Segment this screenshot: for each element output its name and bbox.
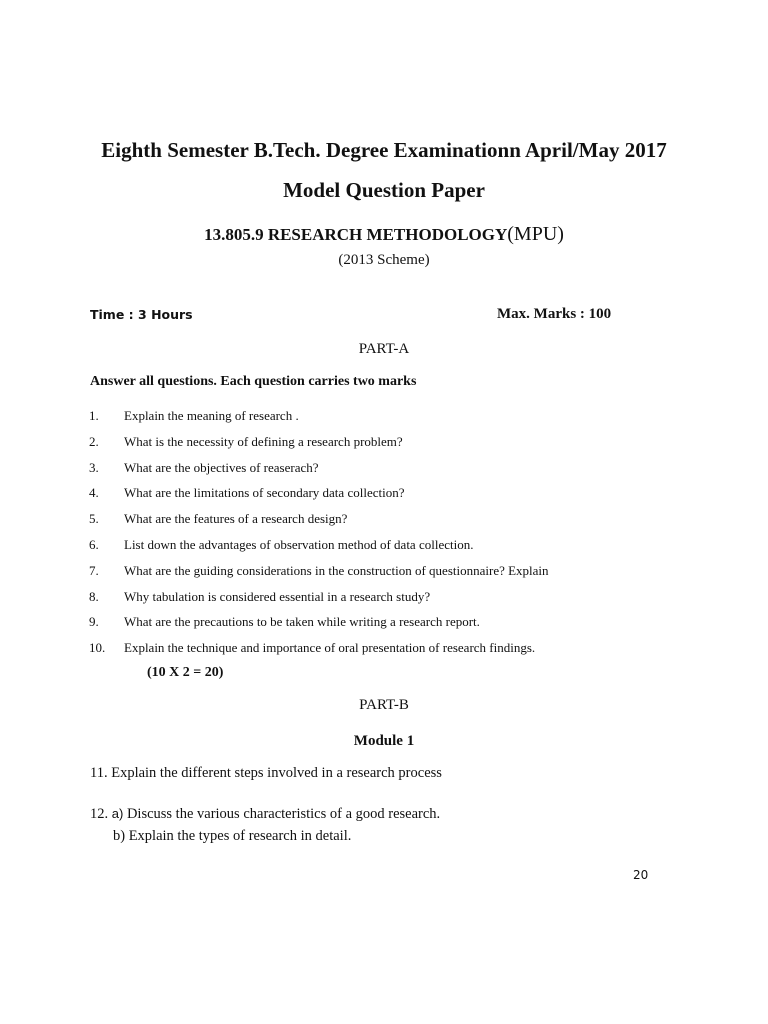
question-text: What are the features of a research design? (124, 511, 348, 526)
question-text: What are the guiding considerations in the construction of questionnaire? Explain (124, 563, 549, 578)
part-b-heading: PART-B (359, 697, 409, 713)
paper-type-title: Model Question Paper (283, 178, 485, 202)
question-number: 4. (89, 485, 99, 500)
question-text: What are the precautions to be taken while writing a research report. (124, 614, 480, 629)
question-text: Explain the technique and importance of oral presentation of research findings. (124, 640, 536, 655)
question-number: 9. (89, 614, 99, 629)
question-number: 6. (89, 537, 99, 552)
question-number: 7. (89, 563, 99, 578)
course-title (0, 223, 768, 246)
part-a-marks: (10 X 2 = 20) (147, 665, 224, 680)
part-a-heading: PART-A (358, 341, 410, 357)
question-text: What are the limitations of secondary data collection? (124, 485, 405, 500)
part-a-instruction: Answer all questions. Each question carries two marks (90, 374, 417, 389)
question-number: 3. (89, 460, 99, 475)
question-12a-text: Discuss the various characteristics of a good research. (123, 806, 441, 822)
question-text: What is the necessity of defining a research problem? (124, 434, 403, 449)
page-number: 20 (633, 868, 649, 882)
question-text: Why tabulation is considered essential in a research study? (124, 589, 431, 604)
max-marks-label: Max. Marks : 100 (497, 306, 612, 322)
question-text: Explain the meaning of research . (124, 408, 299, 423)
question-text: List down the advantages of observation method of data collection. (124, 537, 474, 552)
question-11: 11. Explain the different steps involved in a research process (90, 765, 442, 781)
question-12b: b) Explain the types of research in detail. (113, 828, 352, 844)
question-number: 5. (89, 511, 99, 526)
question-number: 8. (89, 589, 99, 604)
question-number: 2. (89, 434, 99, 449)
question-12-number: 12. (90, 806, 112, 822)
question-12a (90, 806, 440, 823)
scheme-label: (2013 Scheme) (338, 252, 430, 268)
course-tag: (MPU) (507, 223, 564, 245)
question-number: 1. (89, 408, 99, 423)
question-12a-label: a) (111, 806, 124, 821)
time-label: Time : 3 Hours (90, 307, 193, 322)
question-text: What are the objectives of reaserach? (124, 460, 319, 475)
exam-title: Eighth Semester B.Tech. Degree Examinationn April/May 2017 (101, 138, 667, 162)
question-number: 10. (89, 640, 106, 655)
module-heading: Module 1 (353, 733, 415, 749)
course-code-name: 13.805.9 RESEARCH METHODOLOGY (204, 225, 508, 244)
